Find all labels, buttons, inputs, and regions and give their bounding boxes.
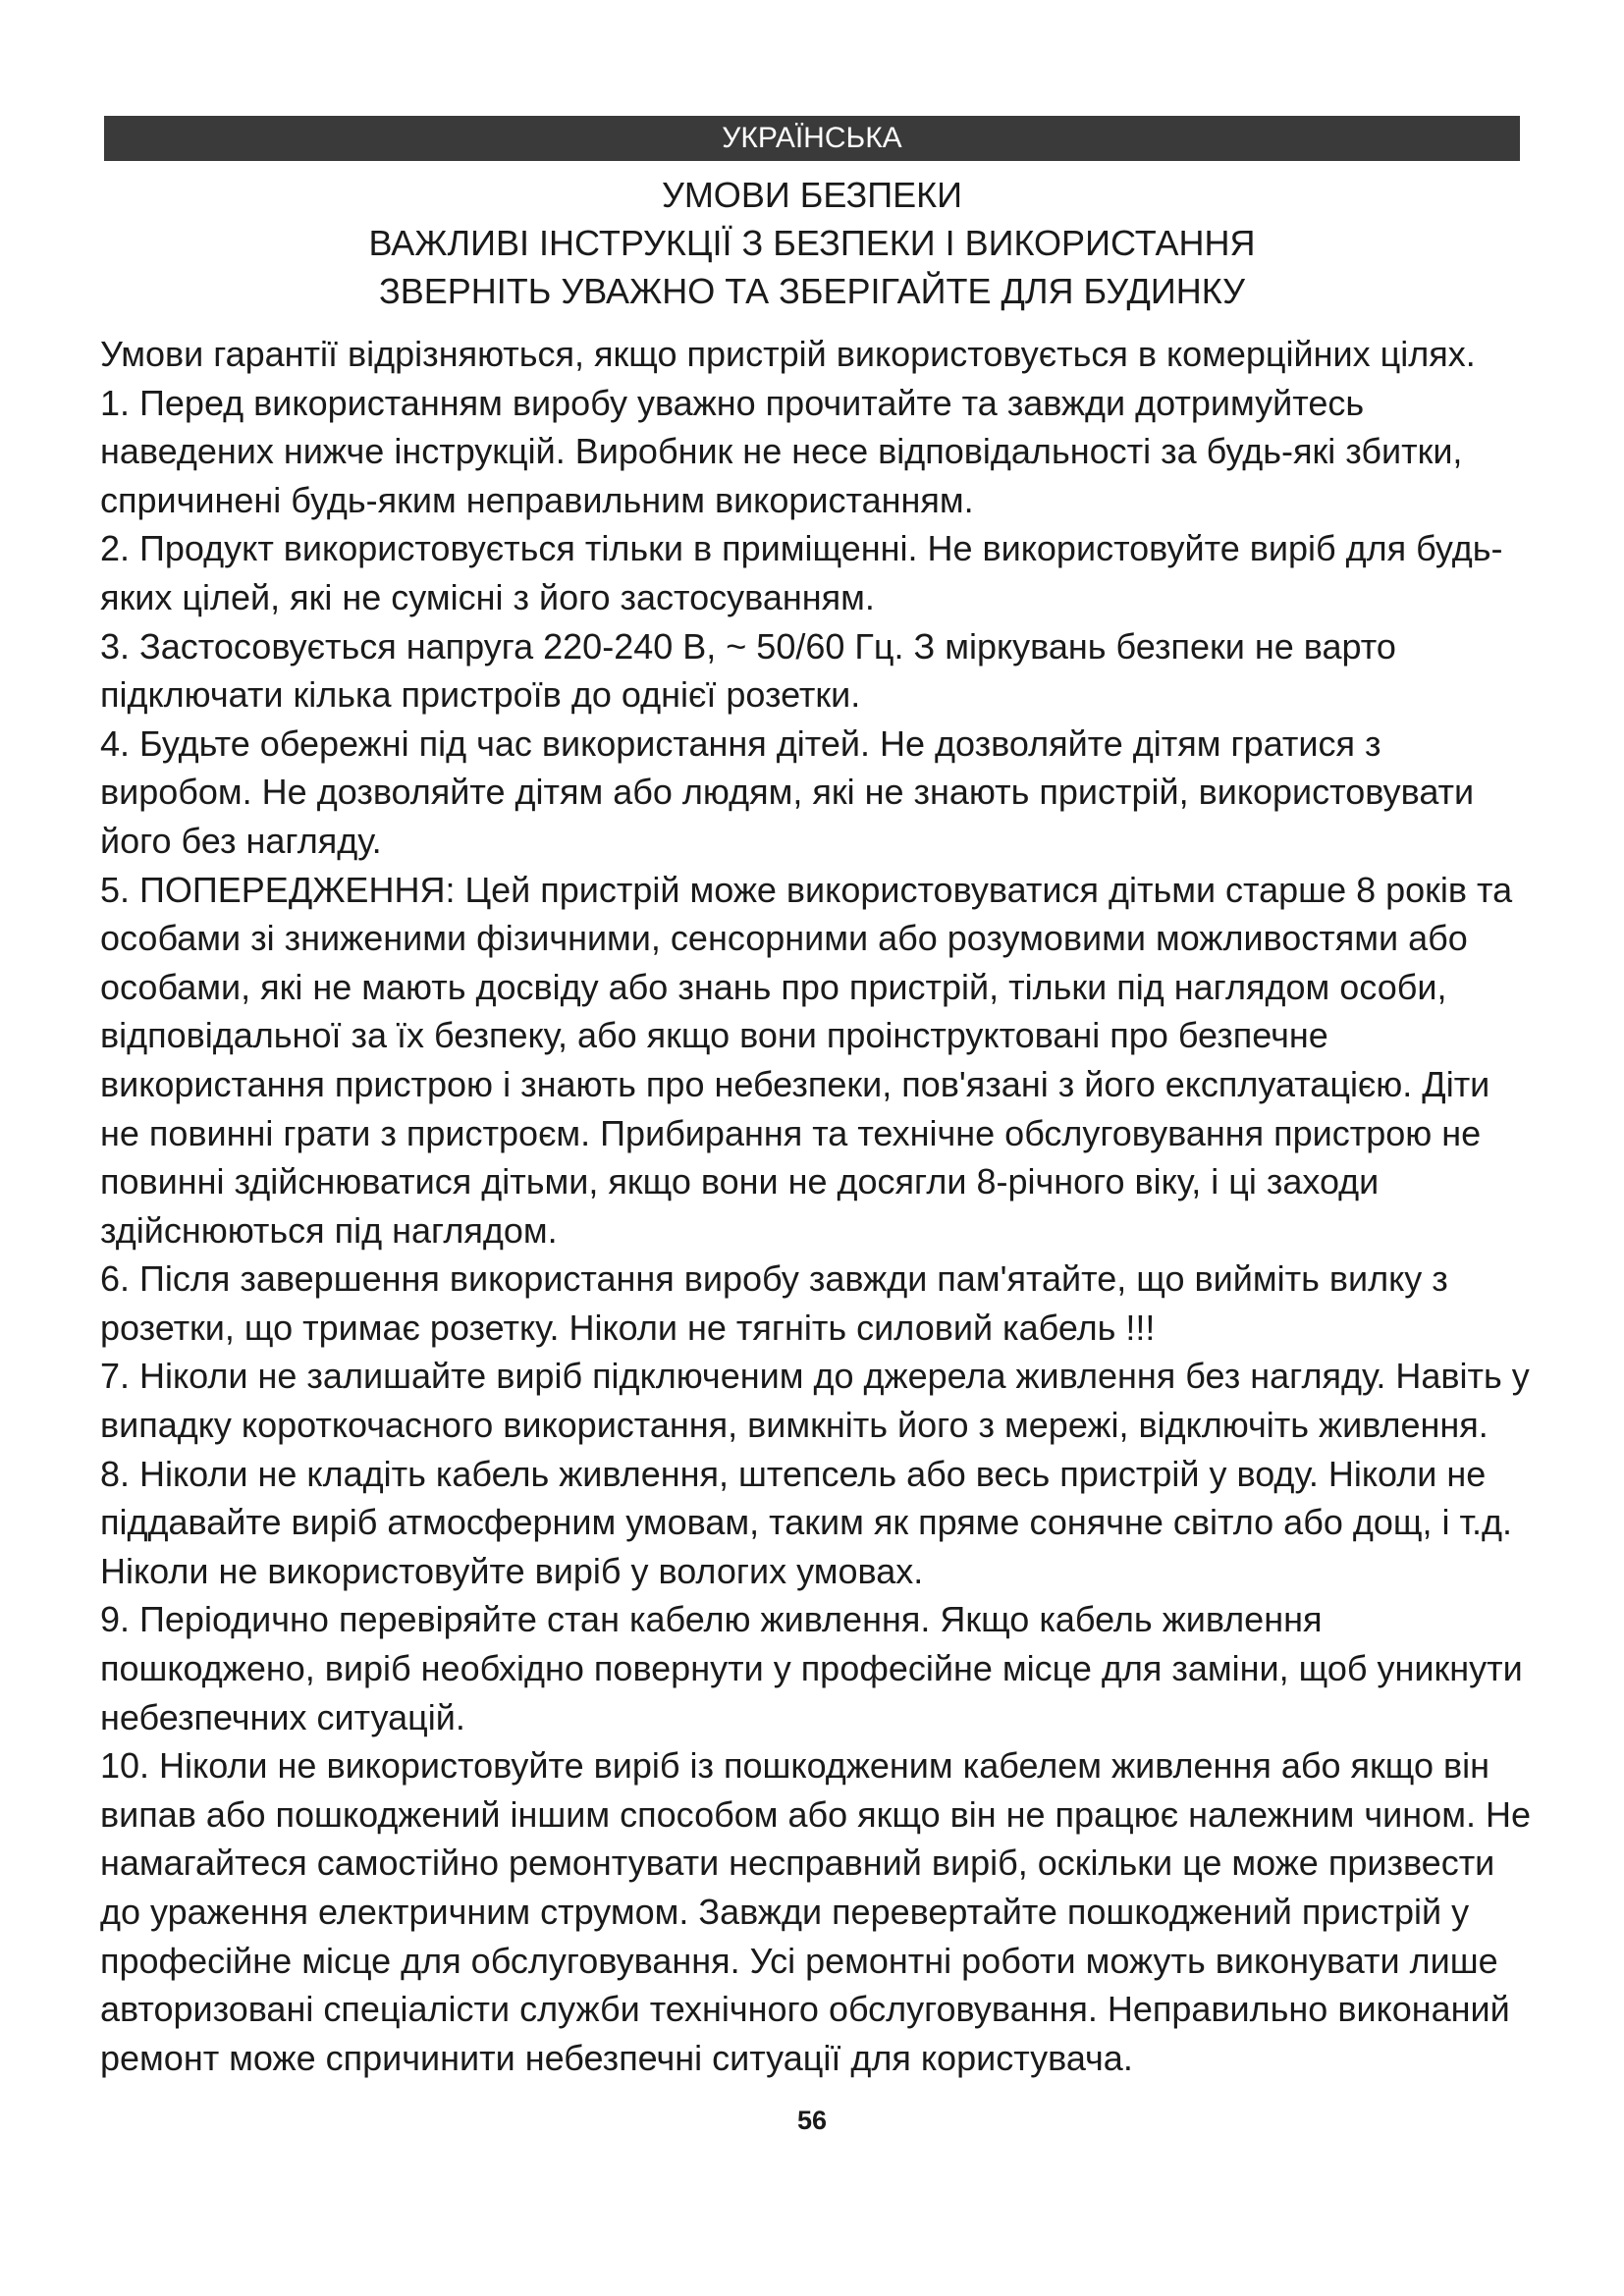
instruction-item-9: 9. Періодично перевіряйте стан кабелю живлення. Якщо кабель живлення пошкоджено, виріб необхідно повернути у професійне місце для заміни, щоб уникнути небезпечних ситуацій.: [100, 1599, 1523, 1737]
safety-instructions: [100, 330, 1539, 2082]
instruction-item-10: 10. Ніколи не використовуйте виріб із пошкодженим кабелем живлення або якщо він випав або пошкоджений іншим способом або якщо він не працює належним чином. Не намагайтеся самостійно ремонтувати несправний виріб, оскільки це може призвести до ураження електричним струмом. Завжди перевертайте пошкоджений пристрій у професійне місце для обслуговування. Усі ремонтні роботи можуть виконувати лише авторизовані спеціалісти служби технічного обслуговування. Неправильно виконаний ремонт може спричинити небезпечні ситуації для користувача.: [100, 1745, 1531, 2078]
instruction-item-3: 3. Застосовується напруга 220-240 В, ~ 50/60 Гц. З міркувань безпеки не варто підключати кілька пристроїв до однієї розетки.: [100, 625, 1396, 716]
page-title: УМОВИ БЕЗПЕКИ: [661, 175, 963, 215]
instruction-item-4: 4. Будьте обережні під час використання дітей. Не дозволяйте дітям гратися з виробом. Не дозволяйте дітям або людям, які не знають пристрій, використовувати його без нагляду.: [100, 722, 1475, 861]
instruction-item-7: 7. Ніколи не залишайте виріб підключеним до джерела живлення без нагляду. Навіть у випадку короткочасного використання, вимкніть його з мережі, відключіть живлення.: [100, 1356, 1530, 1446]
instruction-item-6: 6. Після завершення використання виробу завжди пам'ятайте, що вийміть вилку з розетки, що тримає розетку. Ніколи не тягніть силовий кабель !!!: [100, 1258, 1448, 1348]
intro-paragraph: Умови гарантії відрізняються, якщо пристрій використовується в комерційних цілях.: [100, 334, 1476, 374]
page-note: ЗВЕРНІТЬ УВАЖНО ТА ЗБЕРІГАЙТЕ ДЛЯ БУДИНКУ: [378, 271, 1246, 311]
page-subtitle: ВАЖЛИВІ ІНСТРУКЦІЇ З БЕЗПЕКИ І ВИКОРИСТАННЯ: [368, 223, 1256, 263]
language-header-bar: [104, 116, 1520, 161]
instruction-item-5: 5. ПОПЕРЕДЖЕННЯ: Цей пристрій може використовуватися дітьми старше 8 років та особами зі зниженими фізичними, сенсорними або розумовими можливостями або особами, які не мають досвіду або знань про пристрій, тільки під наглядом особи, відповідальної за їх безпеку, або якщо вони проінструктовані про безпечне використання пристрою і знають про небезпеки, пов'язані з його експлуатацією. Діти не повинні грати з пристроєм. Прибирання та технічне обслуговування пристрою не повинні здійснюватися дітьми, якщо вони не досягли 8-річного віку, і ці заходи здійснюються під наглядом.: [100, 869, 1513, 1251]
instruction-item-2: 2. Продукт використовується тільки в приміщенні. Не використовуйте виріб для будь-яких цілей, які не сумісні з його застосуванням.: [100, 528, 1503, 617]
instruction-item-8: 8. Ніколи не кладіть кабель живлення, штепсель або весь пристрій у воду. Ніколи не піддавайте виріб атмосферним умовам, таким як пряме сонячне світло або дощ, і т.д. Ніколи не використовуйте виріб у вологих умовах.: [100, 1453, 1512, 1591]
language-label: УКРАЇНСЬКА: [722, 122, 902, 154]
page-number: 56: [796, 2106, 828, 2135]
safety-headings: [104, 171, 1520, 315]
instruction-item-1: 1. Перед використанням виробу уважно прочитайте та завжди дотримуйтесь наведених нижче інструкцій. Виробник не несе відповідальності за будь-які збитки, спричинені будь-яким неправильним використанням.: [100, 382, 1463, 520]
